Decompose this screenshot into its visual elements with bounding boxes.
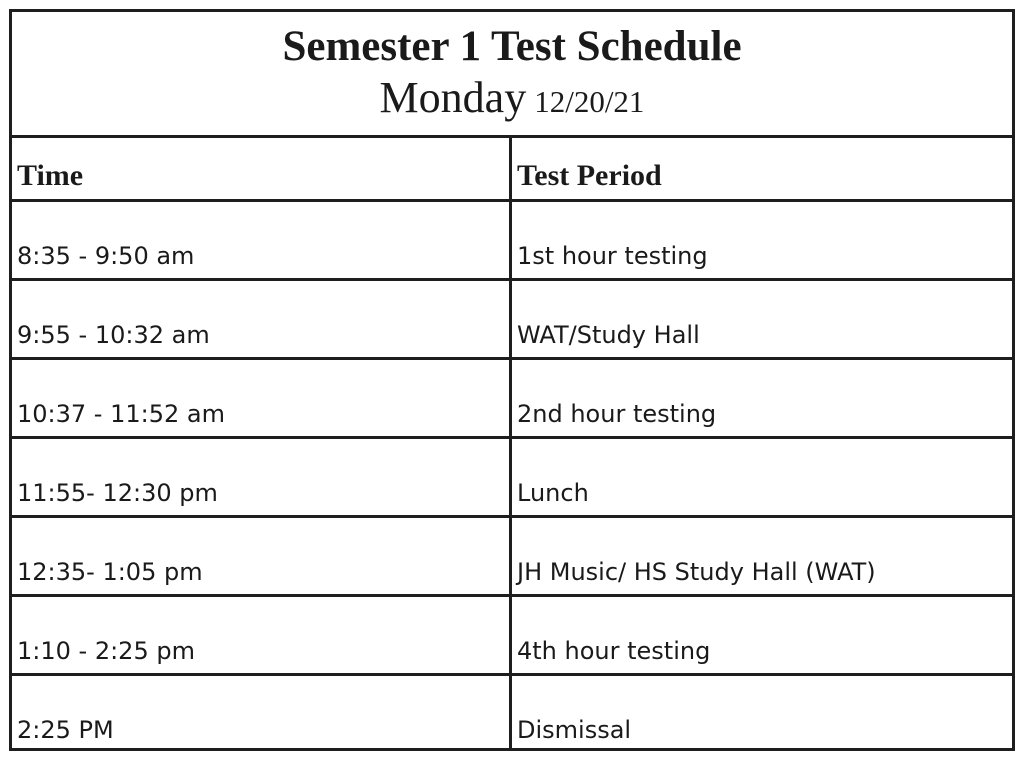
table-row-time: 8:35 - 9:50 am (12, 202, 512, 281)
table-row-time: 10:37 - 11:52 am (12, 360, 512, 439)
schedule-document (9, 9, 1015, 751)
table-row-time: 9:55 - 10:32 am (12, 281, 512, 360)
table-row-period: 1st hour testing (512, 202, 1012, 281)
table-row-period: JH Music/ HS Study Hall (WAT) (512, 518, 1012, 597)
schedule-date: 12/20/21 (534, 84, 645, 119)
column-header-test-period: Test Period (512, 138, 1012, 202)
schedule-subtitle (12, 73, 1012, 130)
table-row-period: WAT/Study Hall (512, 281, 1012, 360)
table-row-period: Dismissal (517, 716, 632, 744)
table-row-period: Lunch (512, 439, 1012, 518)
table-row-time: 2:25 PM (12, 676, 512, 750)
table-row-period: 4th hour testing (512, 597, 1012, 676)
column-header-time: Time (12, 138, 512, 202)
table-row-time: 1:10 - 2:25 pm (12, 597, 512, 676)
schedule-day: Monday (379, 73, 527, 122)
title-block (12, 12, 1012, 138)
page-title: Semester 1 Test Schedule (282, 23, 742, 70)
table-row-time: 11:55- 12:30 pm (12, 439, 512, 518)
schedule-table (12, 138, 1012, 750)
table-row-time: 12:35- 1:05 pm (12, 518, 512, 597)
table-row-period: 2nd hour testing (512, 360, 1012, 439)
